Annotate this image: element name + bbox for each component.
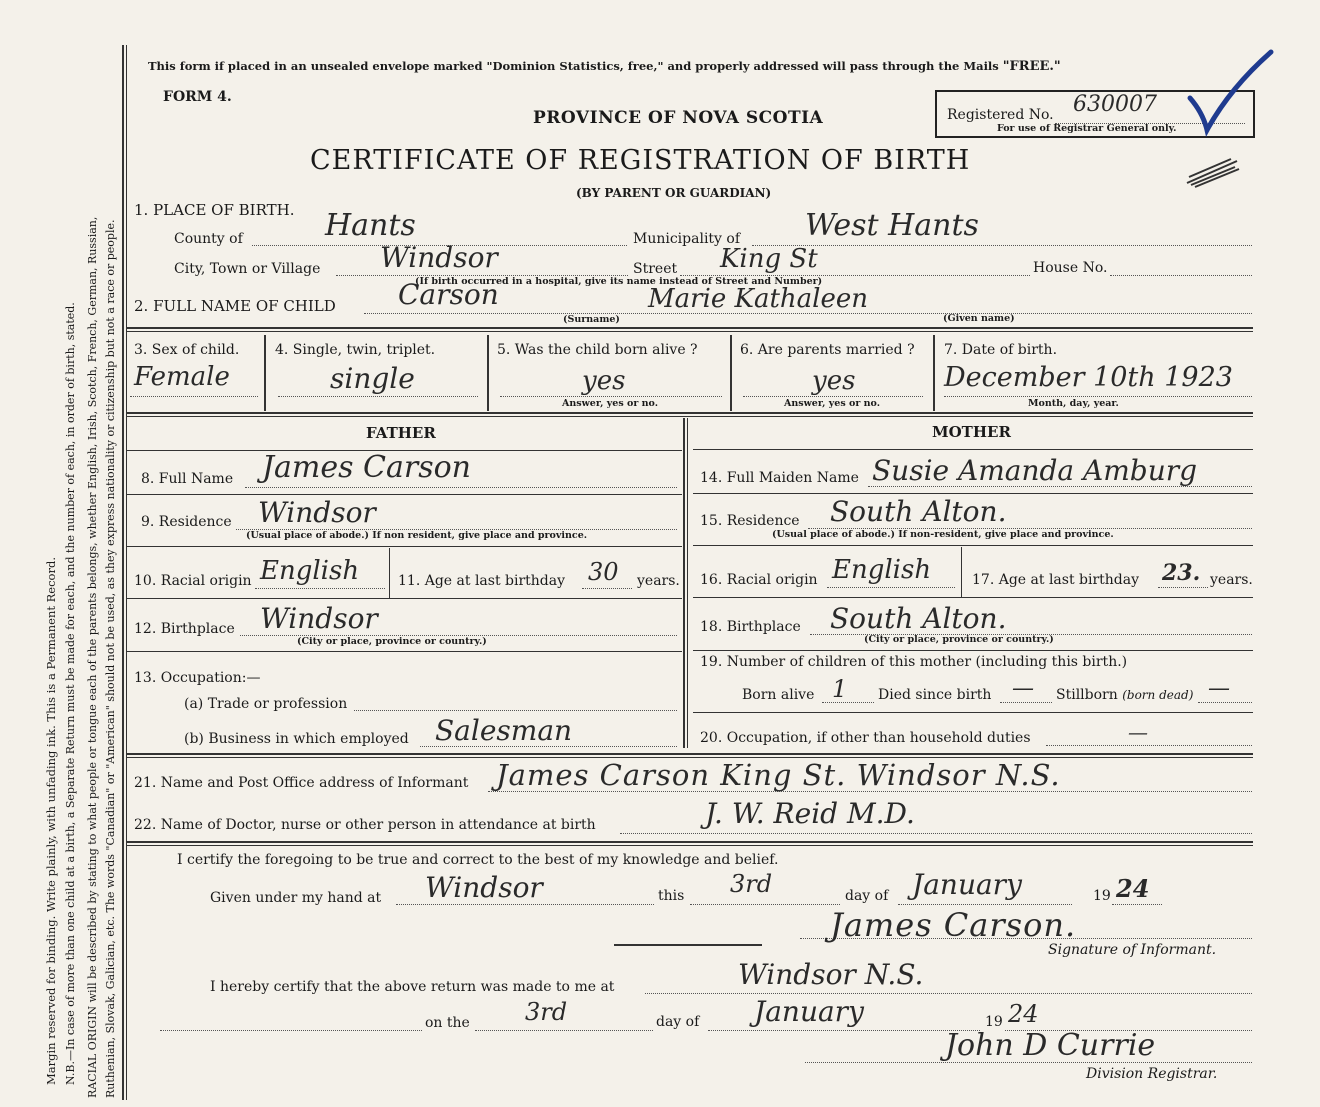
registrar-day-value: 3rd (525, 998, 568, 1026)
certification-year-prefix: 19 (1093, 888, 1111, 904)
mother-occupation-label: 20. Occupation, if other than household duties (700, 730, 1031, 746)
house-number-label: House No. (1033, 260, 1108, 276)
mother-racial-origin-value: English (832, 555, 932, 585)
mother-residence-note: (Usual place of abode.) If non-resident, give place and province. (772, 529, 1114, 540)
certificate-title: CERTIFICATE OF REGISTRATION OF BIRTH (310, 145, 971, 176)
sex-value: Female (134, 362, 230, 392)
margin-note-multiple-births: N.B.—In case of more than one child at a birth, a Separate Return must be made for each, and the number of each, in order of birth, stated. (64, 302, 77, 1085)
mother-age-unit: years. (1210, 572, 1253, 588)
municipality-label: Municipality of (633, 231, 741, 247)
checkmark-icon (1185, 48, 1275, 138)
mother-residence-value: South Alton. (830, 495, 1007, 528)
father-birthplace-note: (City or place, province or country.) (297, 636, 487, 647)
father-name-label: 8. Full Name (141, 471, 234, 487)
registrar-year-value: 24 (1008, 1000, 1039, 1028)
mother-heading: MOTHER (932, 423, 1011, 441)
father-age-value: 30 (588, 558, 619, 586)
left-border-line-2 (126, 45, 127, 1100)
mother-name-value: Susie Amanda Amburg (872, 454, 1198, 487)
informant-signature-label: Signature of Informant. (1048, 942, 1217, 958)
child-given-name-value: Marie Kathaleen (648, 284, 868, 314)
registrar-statement: I hereby certify that the above return was made to me at (210, 979, 615, 995)
given-under-hand-label: Given under my hand at (210, 890, 382, 906)
mother-racial-origin-label: 16. Racial origin (700, 572, 818, 588)
mother-children-label: 19. Number of children of this mother (including this birth.) (700, 654, 1128, 670)
registrar-signature: John D Currie (945, 1028, 1156, 1063)
born-alive-count-label: Born alive (742, 687, 815, 703)
certificate-subtitle: (BY PARENT OR GUARDIAN) (576, 186, 772, 200)
municipality-value: West Hants (805, 208, 979, 243)
father-racial-origin-value: English (260, 556, 360, 586)
scribble-mark-icon (1185, 155, 1241, 191)
child-name-label: 2. FULL NAME OF CHILD (134, 297, 336, 315)
certification-year-value: 24 (1116, 874, 1150, 903)
form-number: FORM 4. (163, 89, 232, 105)
mother-age-value: 23. (1162, 560, 1201, 586)
father-name-value: James Carson (262, 450, 472, 485)
city-value: Windsor (380, 241, 498, 274)
registrar-signature-label: Division Registrar. (1086, 1066, 1218, 1082)
died-since-birth-label: Died since birth (878, 687, 992, 703)
county-value: Hants (325, 208, 416, 243)
mother-residence-label: 15. Residence (700, 513, 800, 529)
doctor-value: J. W. Reid M.D. (705, 797, 915, 830)
registrar-place-value: Windsor N.S. (738, 958, 924, 991)
parents-married-note: Answer, yes or no. (784, 398, 881, 409)
given-name-note: (Given name) (943, 313, 1015, 324)
mother-birthplace-label: 18. Birthplace (700, 619, 801, 635)
father-business-value: Salesman (435, 714, 573, 747)
informant-signature: James Carson. (830, 906, 1077, 944)
father-age-unit: years. (637, 573, 680, 589)
given-place-value: Windsor (425, 871, 543, 904)
certification-statement: I certify the foregoing to be true and correct to the best of my knowledge and belief. (177, 852, 779, 868)
stillborn-value: — (1208, 676, 1230, 701)
father-occupation-label: 13. Occupation:— (134, 670, 261, 686)
father-birthplace-value: Windsor (260, 602, 378, 635)
registrar-day-of-label: day of (656, 1014, 700, 1030)
father-residence-note: (Usual place of abode.) If non resident, give place and province. (246, 530, 588, 541)
father-age-label: 11. Age at last birthday (398, 573, 566, 589)
margin-note-racial-origin-1: RACIAL ORIGIN will be described by stating to what people or tongue each of the parents belongs, whether English, Irish, Scotch, French, German, Russian, (86, 216, 99, 1098)
parents-married-value: yes (812, 366, 856, 396)
born-alive-value: yes (582, 366, 626, 396)
born-alive-count-value: 1 (832, 675, 848, 703)
father-birthplace-label: 12. Birthplace (134, 621, 235, 637)
hospital-note: (If birth occurred in a hospital, give its name instead of Street and Number) (415, 276, 823, 287)
father-residence-value: Windsor (258, 496, 376, 529)
father-racial-origin-label: 10. Racial origin (134, 573, 252, 589)
surname-note: (Surname) (563, 314, 620, 325)
stillborn-label: Stillborn (born dead) (1056, 687, 1194, 703)
province-heading: PROVINCE OF NOVA SCOTIA (533, 108, 824, 128)
certification-month-value: January (912, 868, 1022, 901)
date-of-birth-value: December 10th 1923 (944, 362, 1233, 393)
plurality-value: single (330, 362, 415, 395)
registrar-year-prefix: 19 (985, 1014, 1003, 1030)
street-value: King St (720, 244, 818, 274)
registrar-month-value: January (754, 995, 864, 1028)
mother-birthplace-note: (City or place, province or country.) (864, 634, 1054, 645)
street-label: Street (633, 261, 678, 277)
registered-label: Registered No. (947, 107, 1054, 123)
mother-birthplace-value: South Alton. (830, 602, 1007, 635)
mother-occupation-value: — (1128, 720, 1148, 744)
left-border-line (122, 45, 124, 1100)
died-since-birth-value: — (1012, 676, 1034, 701)
certification-day-of-label: day of (845, 888, 889, 904)
margin-note-binding: Margin reserved for binding. Write plainly, with unfading ink. This is a Permanent Record. (44, 557, 58, 1085)
date-of-birth-note: Month, day, year. (1028, 398, 1119, 409)
this-label: this (658, 888, 685, 904)
sex-label: 3. Sex of child. (134, 342, 240, 358)
father-residence-label: 9. Residence (141, 514, 232, 530)
informant-label: 21. Name and Post Office address of Informant (134, 775, 469, 791)
registrar-on-the-label: on the (425, 1015, 470, 1031)
plurality-label: 4. Single, twin, triplet. (275, 342, 436, 358)
parents-married-label: 6. Are parents married ? (740, 342, 915, 358)
mail-note: This form if placed in an unsealed envelope marked "Dominion Statistics, free," and properly addressed will pass through the Mails "FREE." (148, 59, 1061, 74)
born-alive-note: Answer, yes or no. (562, 398, 659, 409)
date-of-birth-label: 7. Date of birth. (944, 342, 1058, 358)
margin-note-racial-origin-2: Ruthenian, Slovak, Galician, etc. The words "Canadian" or "American" should not be used, as they express nationality or citizenship but not a race or people. (104, 219, 117, 1098)
child-surname-value: Carson (398, 278, 499, 311)
registrar-note: For use of Registrar General only. (997, 123, 1177, 134)
informant-value: James Carson King St. Windsor N.S. (496, 758, 1061, 792)
born-alive-label: 5. Was the child born alive ? (497, 342, 698, 358)
certification-day-value: 3rd (730, 870, 773, 898)
county-label: County of (174, 231, 243, 247)
father-trade-label: (a) Trade or profession (184, 696, 348, 712)
mother-age-label: 17. Age at last birthday (972, 572, 1140, 588)
place-of-birth-heading: 1. PLACE OF BIRTH. (134, 201, 295, 219)
registered-value: 630007 (1073, 92, 1157, 117)
city-label: City, Town or Village (174, 261, 321, 277)
father-business-label: (b) Business in which employed (184, 731, 409, 747)
father-heading: FATHER (366, 424, 436, 442)
doctor-label: 22. Name of Doctor, nurse or other person in attendance at birth (134, 817, 596, 833)
mother-name-label: 14. Full Maiden Name (700, 470, 859, 486)
